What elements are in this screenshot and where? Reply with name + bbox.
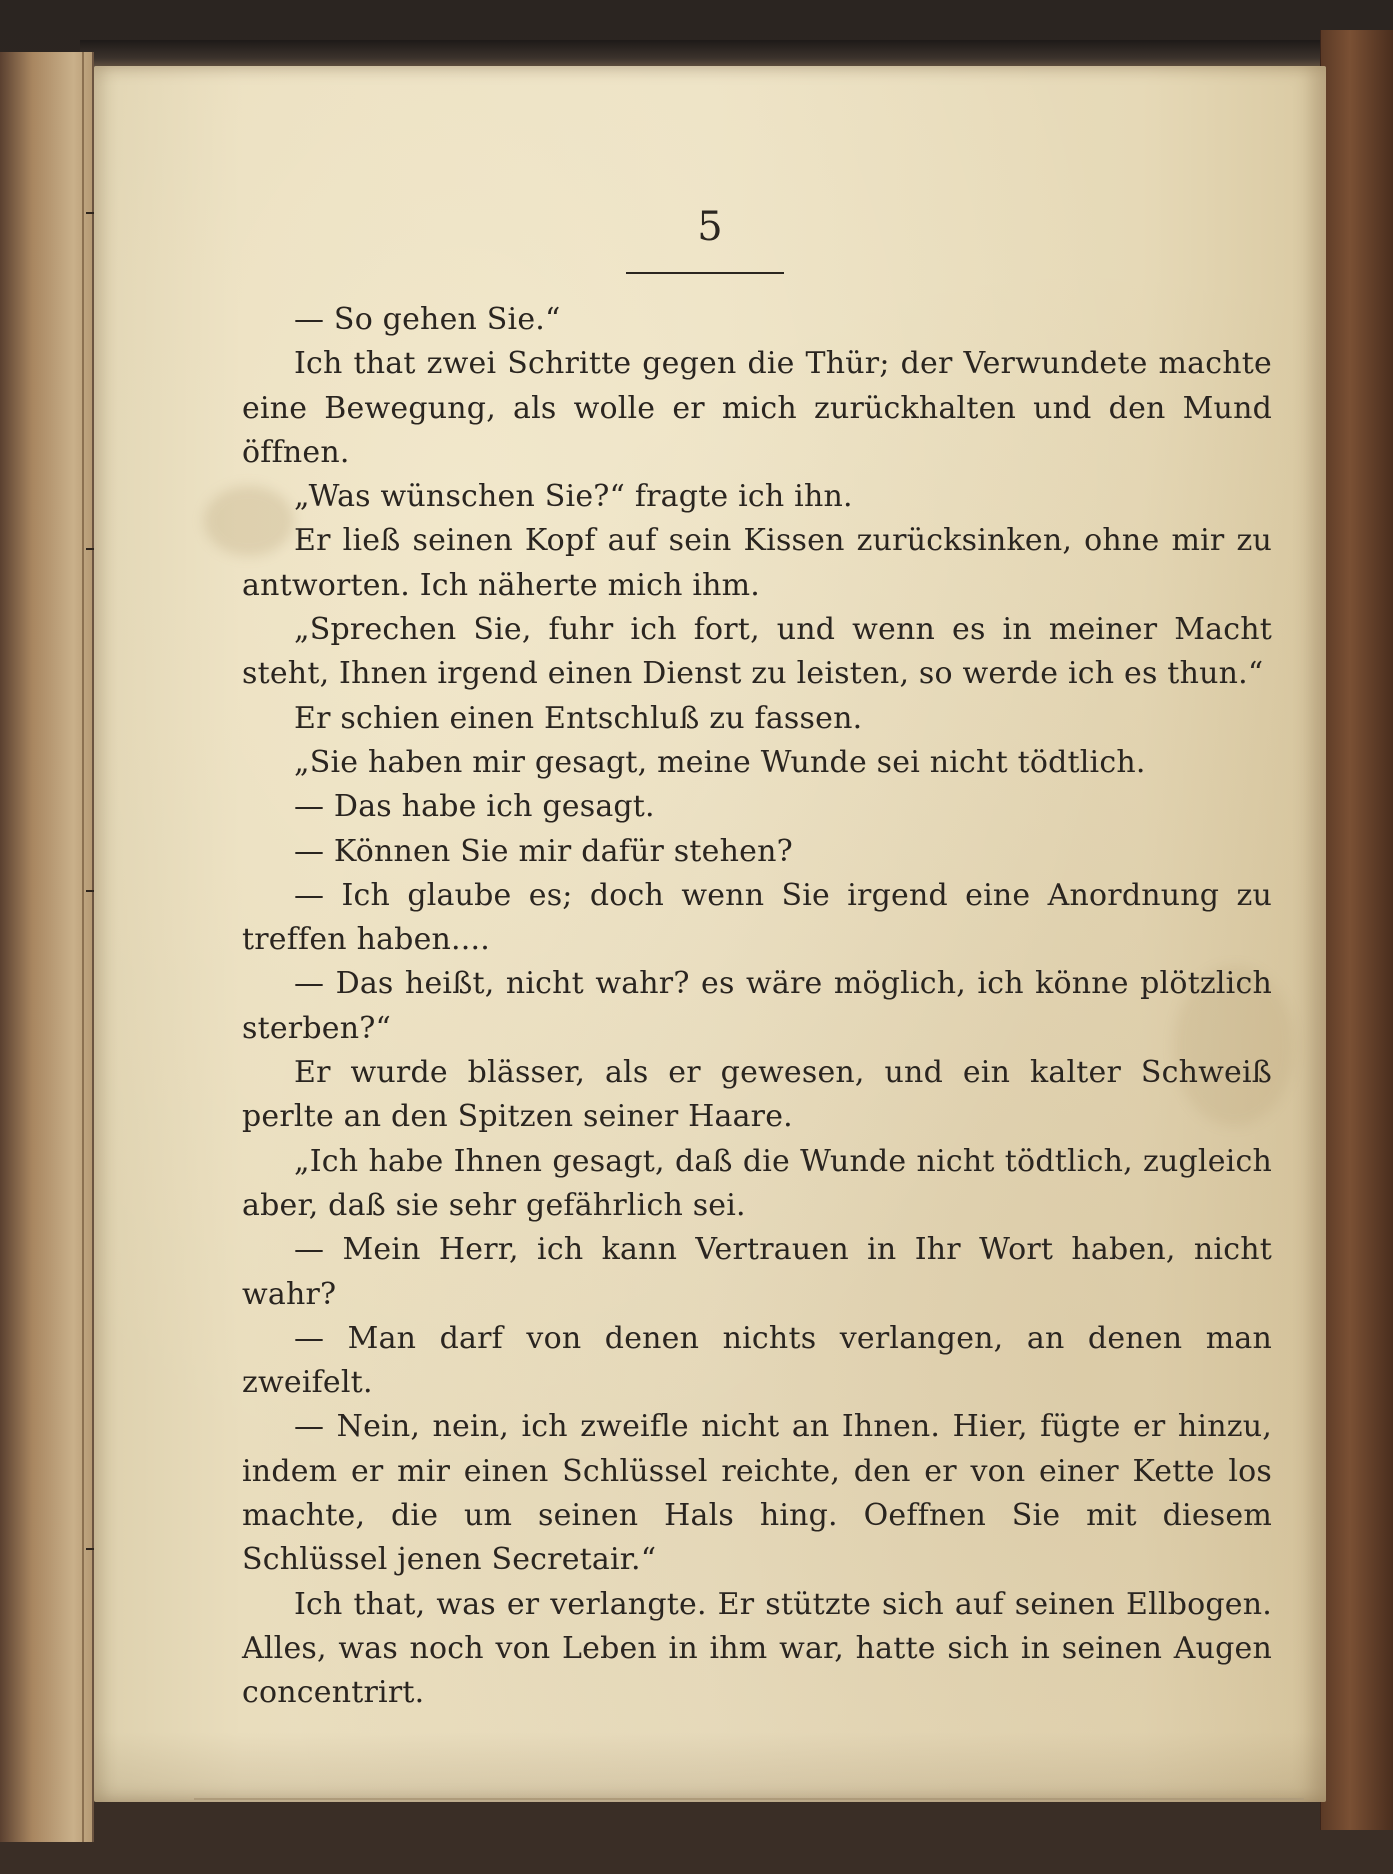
paragraph: Ich that zwei Schritte gegen die Thür; der Verwundete machte eine Bewegung, als wolle er mich zurückhalten und den Mund öffnen. [242,346,1272,470]
paragraph: „Sprechen Sie, fuhr ich fort, und wenn es in meiner Macht steht, Ihnen irgend einen Dienst zu leisten, so werde ich es thun.“ [242,612,1272,692]
paragraph: Ich that, was er verlangte. Er stützte sich auf seinen Ellbogen. Alles, was noch von Leben in ihm war, hatte sich in seinen Augen concentrirt. [242,1586,1272,1711]
paragraph: Er wurde blässer, als er gewesen, und ein kalter Schweiß perlte an den Spitzen seiner Haare. [242,1055,1272,1135]
paragraph: „Sie haben mir gesagt, meine Wunde sei nicht tödtlich. [294,744,1146,780]
book-page [94,66,1326,1802]
paragraph: — Mein Herr, ich kann Vertrauen in Ihr Wort haben, nicht wahr? [242,1232,1272,1312]
paragraph: — Nein, nein, ich zweifle nicht an Ihnen. Hier, fügte er hinzu, indem er mir einen Schlüssel reichte, den er von einer Kette los machte, die um seinen Hals hing. Oeffnen Sie mit diesem Schlüssel jenen Secretair.“ [242,1409,1272,1578]
paragraph: Er ließ seinen Kopf auf sein Kissen zurücksinken, ohne mir zu antworten. Ich näherte mich ihm. [242,523,1272,603]
page-bottom-edge [194,1798,1304,1800]
book-cover-edge [1320,30,1393,1830]
paragraph: „Was wünschen Sie?“ fragte ich ihn. [294,479,853,515]
paragraph: Er schien einen Entschluß zu fassen. [294,700,863,736]
paragraph: — So gehen Sie.“ [294,302,561,337]
left-page-edge [0,52,94,1842]
paragraph: „Ich habe Ihnen gesagt, daß die Wunde nicht tödtlich, zugleich aber, daß sie sehr gefährlich sei. [242,1143,1272,1223]
paragraph: — Man darf von denen nichts verlangen, an denen man zweifelt. [242,1320,1272,1401]
page-number-rule [626,272,784,274]
page-number: 5 [697,204,723,250]
paragraph: — Ich glaube es; doch wenn Sie irgend eine Anordnung zu treffen haben.... [242,877,1272,958]
body-text [242,298,1272,1716]
paragraph: — Das habe ich gesagt. [294,789,655,825]
paragraph: — Das heißt, nicht wahr? es wäre möglich, ich könne plötzlich sterben?“ [242,966,1272,1046]
paragraph: — Können Sie mir dafür stehen? [294,833,793,869]
